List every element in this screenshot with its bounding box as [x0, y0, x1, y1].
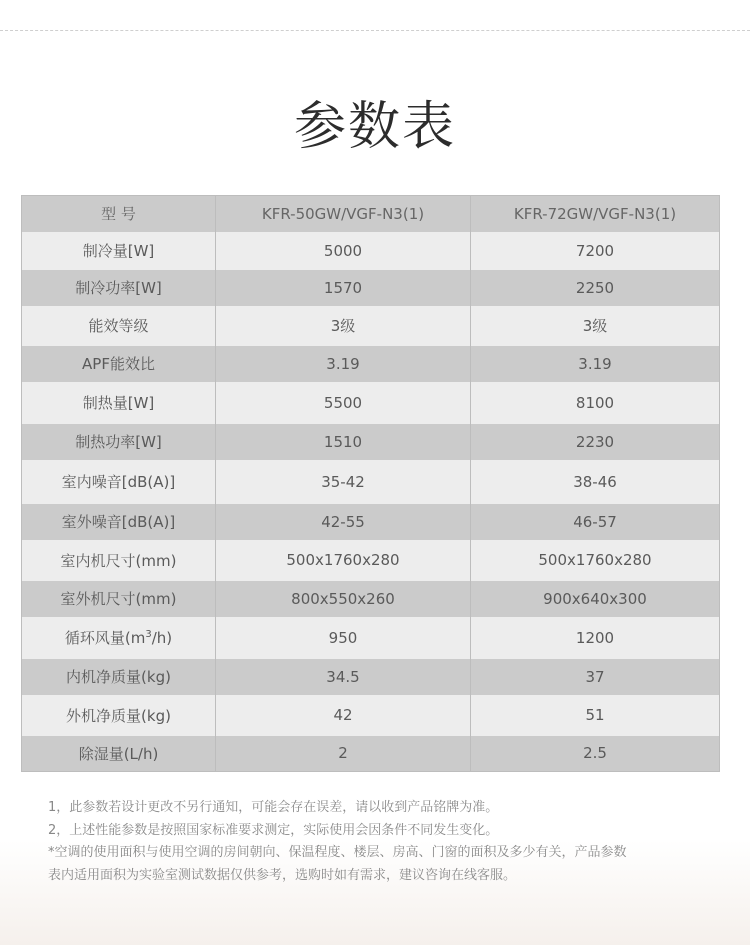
row-label: 除湿量(L/h): [22, 736, 216, 772]
row-value-model-b: 2230: [471, 424, 720, 460]
row-value-model-b: 37: [471, 659, 720, 695]
row-label: [22, 617, 216, 659]
row-value-model-b: 2.5: [471, 736, 720, 772]
table-row: [22, 540, 720, 581]
row-value-model-b: 2250: [471, 270, 720, 306]
row-label: 内机净质量(kg): [22, 659, 216, 695]
row-value-model-b: 3级: [471, 306, 720, 346]
row-label: 能效等级: [22, 306, 216, 346]
table-row: [22, 659, 720, 695]
row-value-model-a: 3级: [216, 306, 471, 346]
header-cell-model-a: KFR-50GW/VGF-N3(1): [216, 196, 471, 232]
table-header-row: [22, 196, 720, 232]
row-value-model-a: 34.5: [216, 659, 471, 695]
row-value-model-b: 900x640x300: [471, 581, 720, 617]
row-label: 外机净质量(kg): [22, 695, 216, 736]
table-row: [22, 382, 720, 424]
row-label-superscript: 3: [145, 629, 152, 640]
table-row: [22, 617, 720, 659]
note-line: 1，此参数若设计更改不另行通知，可能会存在误差，请以收到产品铭牌为准。: [48, 800, 499, 815]
row-label: 制热功率[W]: [22, 424, 216, 460]
note-line: 2，上述性能参数是按照国家标准要求测定，实际使用会因条件不同发生变化。: [48, 822, 499, 838]
row-value-model-a: 42: [216, 695, 471, 736]
row-label: 室内机尺寸(mm): [22, 540, 216, 581]
row-label: 制冷量[W]: [22, 232, 216, 270]
row-label: 制热量[W]: [22, 382, 216, 424]
row-value-model-a: 500x1760x280: [216, 540, 471, 581]
note-line: 表内适用面积为实验室测试数据仅供参考，选购时如有需求，建议咨询在线客服。: [48, 867, 517, 883]
page-title: 参数表: [293, 97, 456, 157]
header-cell-model: 型 号: [22, 196, 216, 232]
row-label: 制冷功率[W]: [22, 270, 216, 306]
table-row: [22, 270, 720, 306]
row-value-model-b: 46-57: [471, 504, 720, 540]
table-row: [22, 504, 720, 540]
row-value-model-a: 950: [216, 617, 471, 659]
table-row: [22, 736, 720, 772]
row-value-model-b: 500x1760x280: [471, 540, 720, 581]
table-row: [22, 306, 720, 346]
top-dashed-divider: [0, 30, 750, 31]
row-value-model-a: 35-42: [216, 460, 471, 504]
table-row: [22, 695, 720, 736]
row-value-model-a: 5000: [216, 232, 471, 270]
row-label: 室外机尺寸(mm): [22, 581, 216, 617]
table-row: [22, 346, 720, 382]
table-row: [22, 581, 720, 617]
row-value-model-a: 3.19: [216, 346, 471, 382]
note-line: *空调的使用面积与使用空调的房间朝向、保温程度、楼层、房高、门窗的面积及多少有关，产品参数: [48, 845, 627, 860]
row-value-model-b: 8100: [471, 382, 720, 424]
row-value-model-b: 3.19: [471, 346, 720, 382]
row-value-model-a: 800x550x260: [216, 581, 471, 617]
row-value-model-a: 5500: [216, 382, 471, 424]
spec-table: [21, 195, 720, 772]
notes: [48, 797, 708, 887]
row-label-main: 循环风量(m: [64, 629, 146, 647]
row-label: 室外噪音[dB(A)]: [22, 504, 216, 540]
table-row: [22, 424, 720, 460]
row-value-model-b: 1200: [471, 617, 720, 659]
header-cell-model-b: KFR-72GW/VGF-N3(1): [471, 196, 720, 232]
row-value-model-a: 1570: [216, 270, 471, 306]
row-value-model-a: 1510: [216, 424, 471, 460]
row-value-model-b: 38-46: [471, 460, 720, 504]
row-label-suffix: /h): [151, 629, 173, 647]
row-value-model-a: 2: [216, 736, 471, 772]
row-value-model-b: 51: [471, 695, 720, 736]
table-row: [22, 460, 720, 504]
row-label: 室内噪音[dB(A)]: [22, 460, 216, 504]
row-value-model-a: 42-55: [216, 504, 471, 540]
table-row: [22, 232, 720, 270]
row-label: APF能效比: [22, 346, 216, 382]
row-value-model-b: 7200: [471, 232, 720, 270]
